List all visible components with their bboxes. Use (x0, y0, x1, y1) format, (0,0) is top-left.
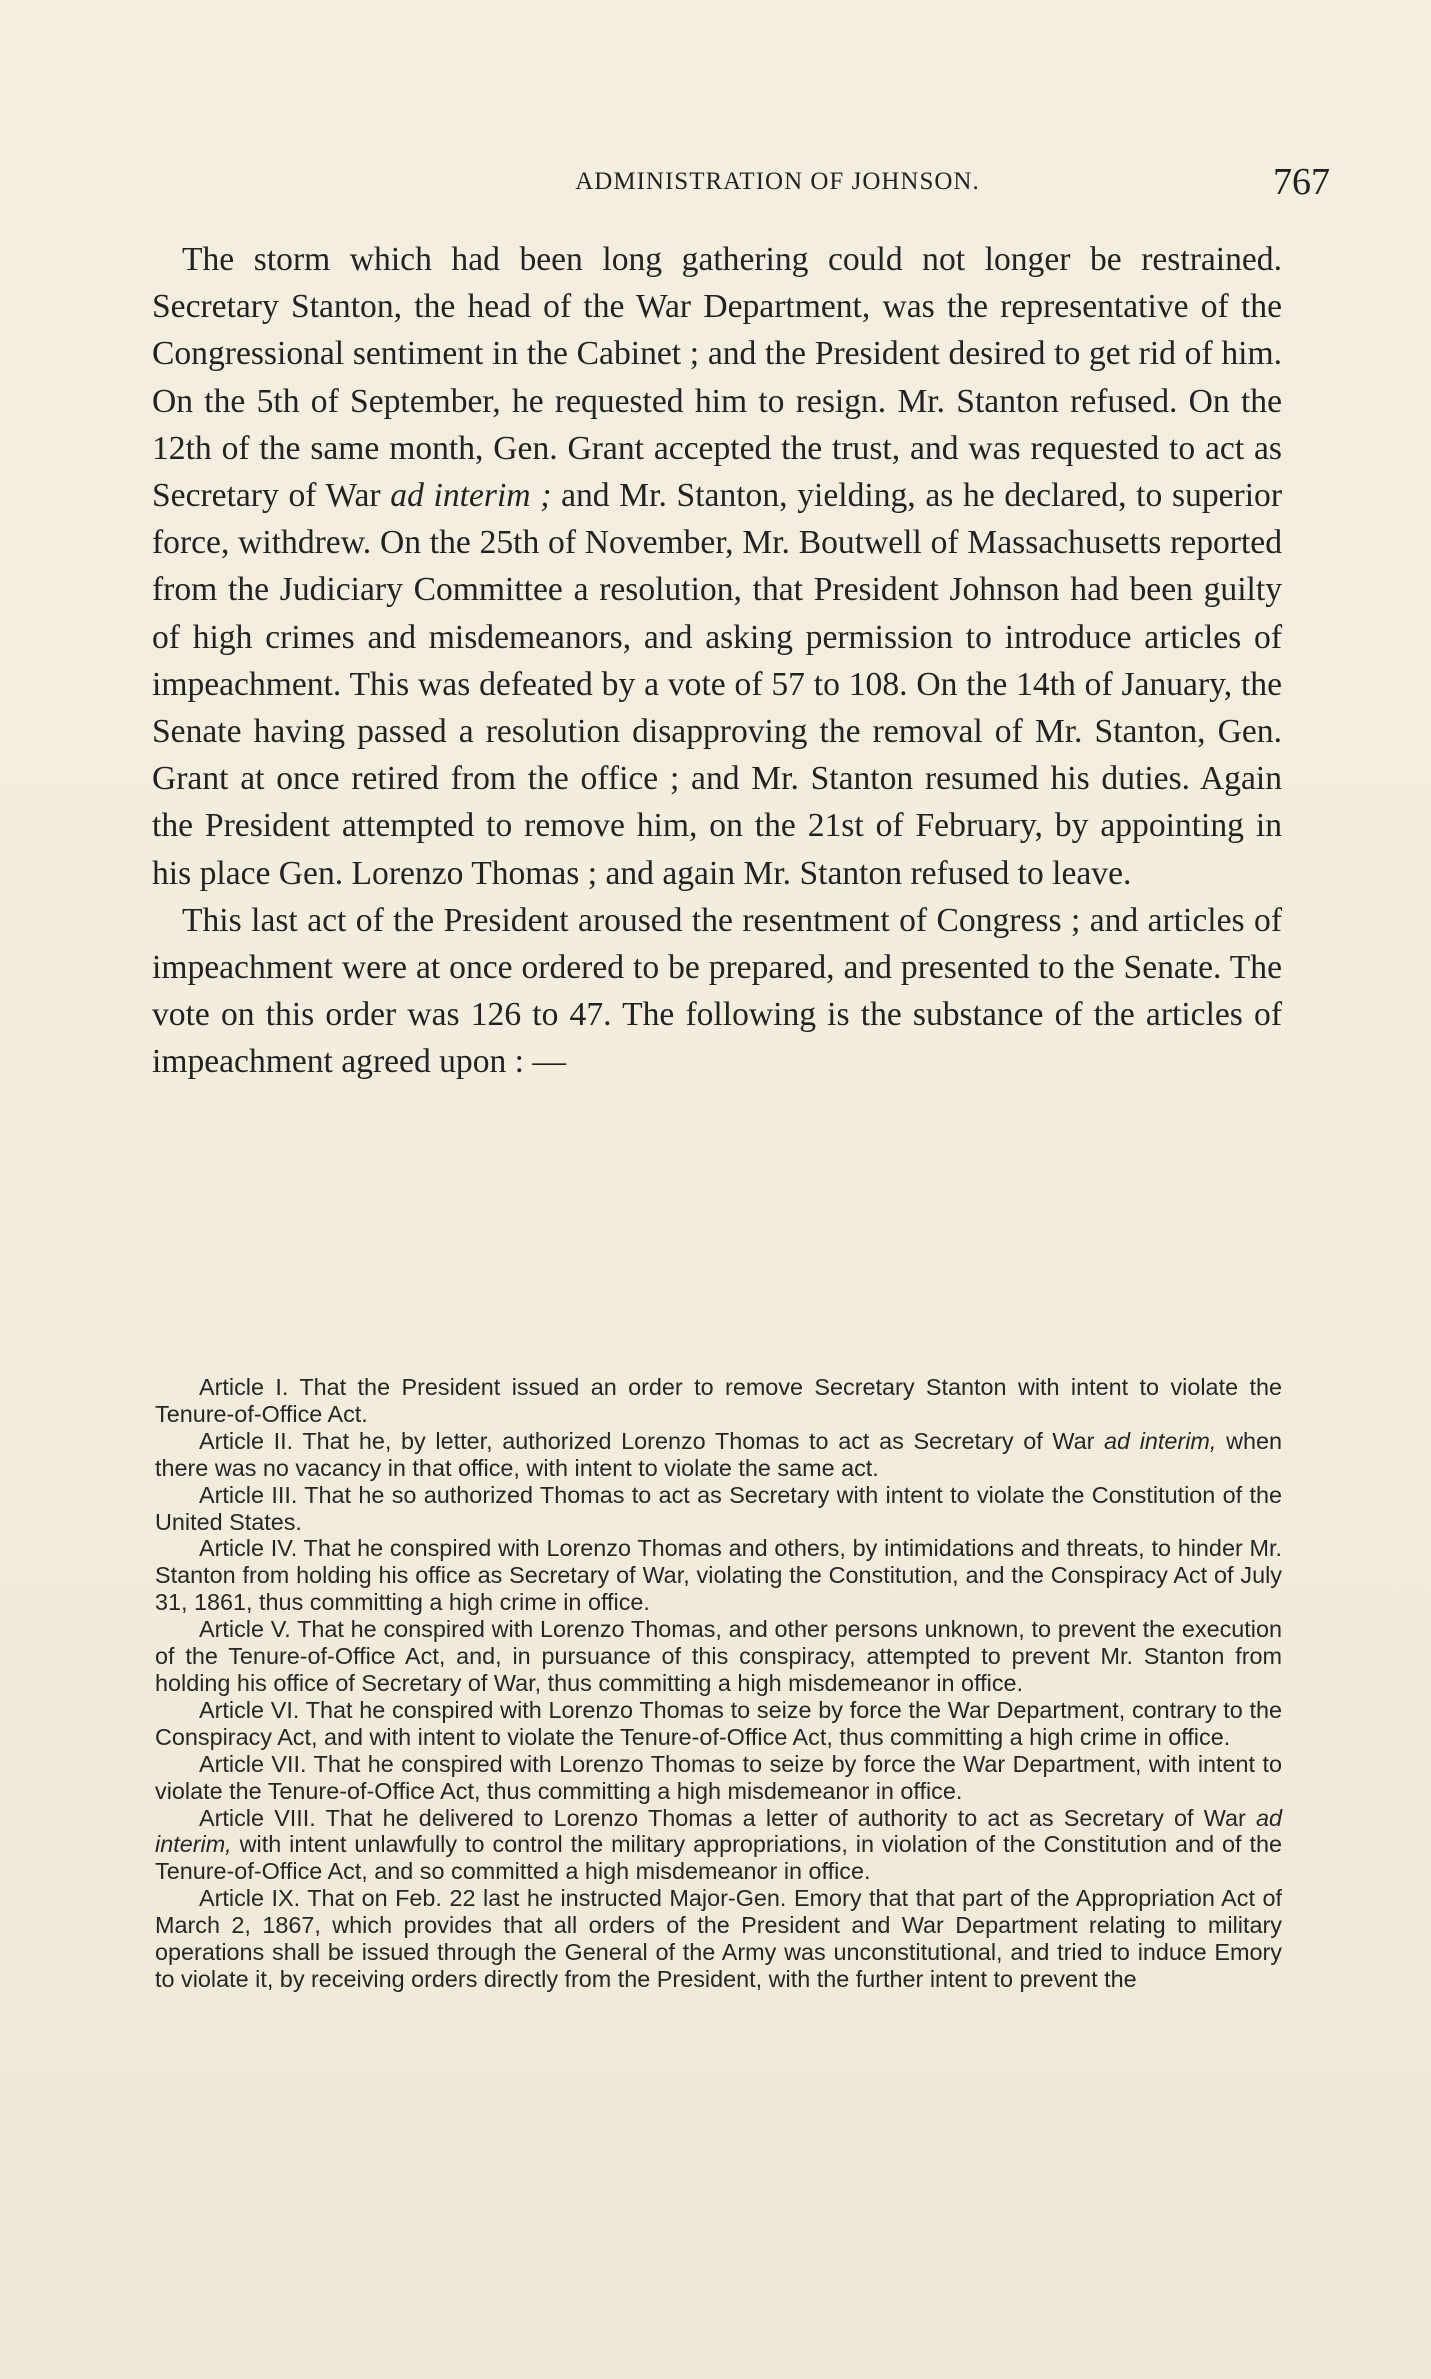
italic-phrase: ad interim ; (390, 477, 552, 515)
article-text: when there was no vacancy in that office, with intent to violate the same act. (155, 1427, 1282, 1481)
paragraph-text: The storm which had been long gathering could not longer be restrained. Secretary Stanton, the head of the War Department, was the representative of the Congressional sentiment in the Cabinet ; and the President desired to get rid of him. On the 5th of September, he requested him to resign. Mr. Stanton refused. On the 12th of the same month, Gen. Grant accepted the trust, and was requested to act as Secretary of War (152, 241, 1282, 515)
article-1: Article I. That the President issued an order to remove Secretary Stanton with intent to violate the Tenure-of-Office Act. (155, 1374, 1282, 1427)
paragraph-last-act: This last act of the President aroused the resentment of Congress ; and articles of impeachment were at once ordered to be prepared, and presented to the Senate. The vote on this order was 126 to 47. The following is the substance of the articles of impeachment agreed upon : — (152, 901, 1282, 1081)
italic-phrase: ad interim, (155, 1804, 1282, 1858)
paragraph-text: and Mr. Stanton, yielding, as he declared, to superior force, withdrew. On the 25th of November, Mr. Boutwell of Massachusetts reported from the Judiciary Committee a resolution, that President Johnson had been guilty of high crimes and misdemeanors, and asking permission to introduce articles of impeachment. This was defeated by a vote of 57 to 108. On the 14th of January, the Senate having passed a resolution disapproving the removal of Mr. Stanton, Gen. Grant at once retired from the office ; and Mr. Stanton resumed his duties. Again the President attempted to remove him, on the 21st of February, by appointing in his place Gen. Lorenzo Thomas ; and again Mr. Stanton refused to leave. (152, 477, 1282, 892)
italic-phrase: ad interim, (1104, 1427, 1217, 1454)
article-5: Article V. That he conspired with Lorenzo Thomas, and other persons unknown, to prevent the execution of the Tenure-of-Office Act, and, in pursuance of this conspiracy, attempted to prevent Mr. Stanton from holding his office of Secretary of War, thus committing a high misdemeanor in office. (155, 1616, 1282, 1696)
page-number: 767 (1273, 161, 1330, 203)
page-header (155, 161, 1330, 212)
article-text: Article VIII. That he delivered to Lorenzo Thomas a letter of authority to act as Secretary of War (199, 1804, 1256, 1831)
article-9: Article IX. That on Feb. 22 last he instructed Major-Gen. Emory that that part of the Appropriation Act of March 2, 1867, which provides that all orders of the President and War Department relating to military operations shall be issued through the General of the Army was unconstitutional, and tried to induce Emory to violate it, by receiving orders directly from the President, with the further intent to prevent the (155, 1885, 1282, 1992)
article-8 (155, 1805, 1282, 1886)
running-head: ADMINISTRATION OF JOHNSON. (575, 168, 980, 195)
article-text: Article II. That he, by letter, authorized Lorenzo Thomas to act as Secretary of War (199, 1427, 1105, 1454)
article-4: Article IV. That he conspired with Lorenzo Thomas and others, by intimidations and threats, to hinder Mr. Stanton from holding his office as Secretary of War, violating the Constitution, and the Conspiracy Act of July 31, 1861, thus committing a high crime in office. (155, 1535, 1282, 1616)
article-6: Article VI. That he conspired with Lorenzo Thomas to seize by force the War Department, contrary to the Conspiracy Act, and with intent to violate the Tenure-of-Office Act, thus committing a high crime in office. (155, 1696, 1282, 1750)
article-3: Article III. That he so authorized Thomas to act as Secretary with intent to violate the Constitution of the United States. (155, 1481, 1282, 1535)
article-7: Article VII. That he conspired with Lorenzo Thomas to seize by force the War Department, with intent to violate the Tenure-of-Office Act, thus committing a high misdemeanor in office. (155, 1750, 1282, 1804)
articles-of-impeachment (155, 1374, 1282, 1993)
main-text (152, 236, 1282, 1086)
paragraph-storm (152, 236, 1282, 897)
article-text: with intent unlawfully to control the military appropriations, in violation of the Constitution and of the Tenure-of-Office Act, and so committed a high misdemeanor in office. (155, 1831, 1282, 1885)
article-2 (155, 1428, 1282, 1482)
